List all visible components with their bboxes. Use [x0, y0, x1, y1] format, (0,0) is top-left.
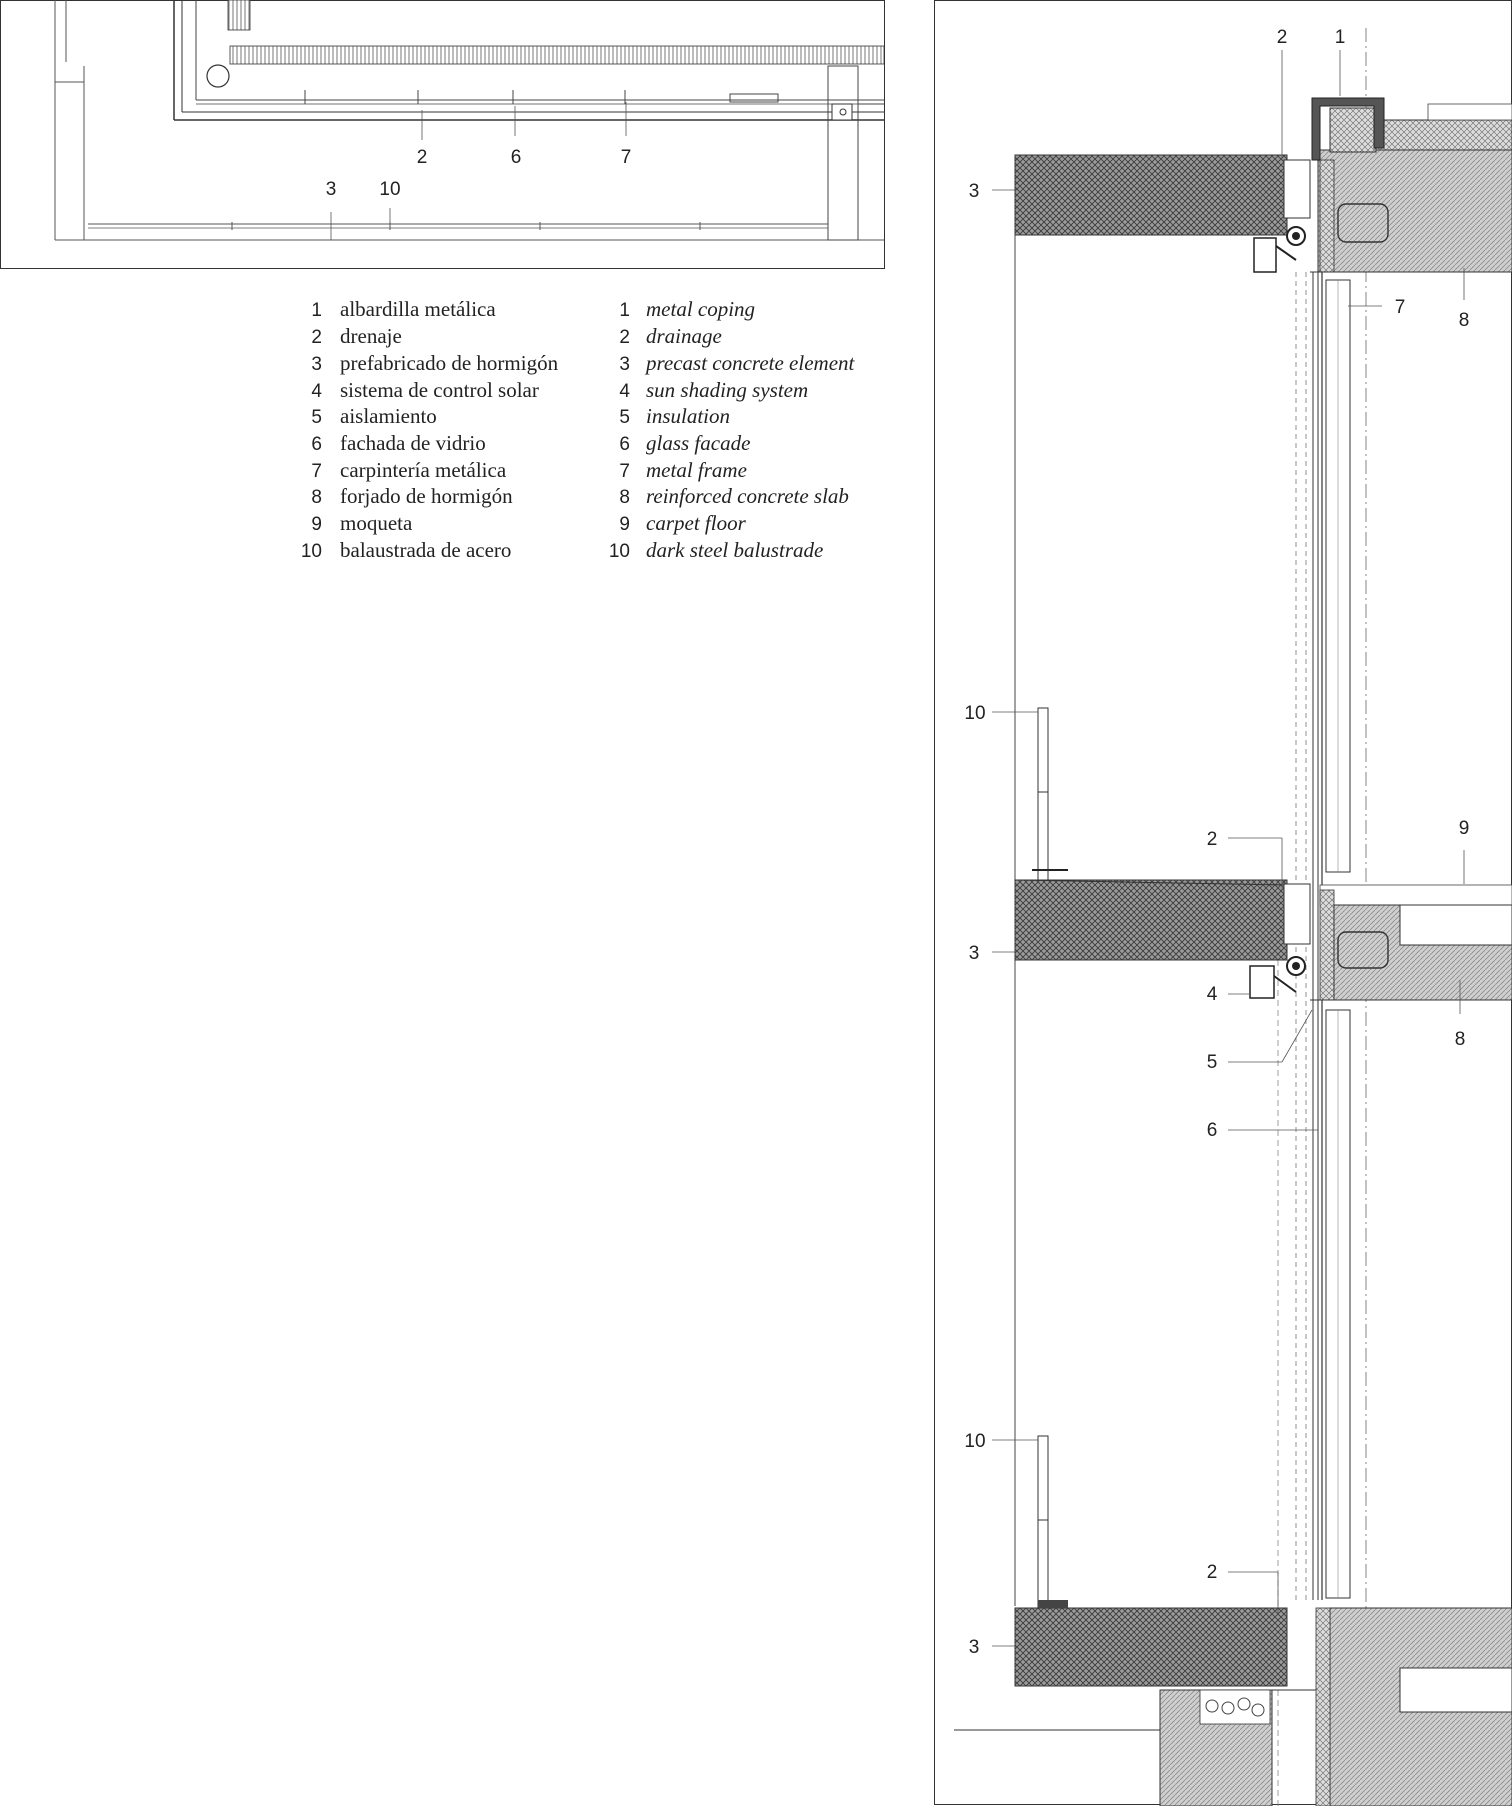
legend-es-text: prefabricado de hormigón	[340, 351, 559, 375]
section-callout-6: 6	[1206, 1120, 1218, 1141]
legend-es-text: albardilla metálica	[340, 297, 496, 321]
legend-en-text: metal frame	[646, 458, 747, 482]
section-callout-2: 2	[1276, 27, 1288, 48]
legend-en-num: 3	[619, 354, 630, 375]
legend-en-text: precast concrete element	[646, 351, 855, 375]
section-callout-3: 3	[968, 181, 980, 202]
legend-en-num: 1	[619, 300, 630, 321]
legend-en-text: drainage	[646, 324, 722, 348]
plan-detail	[1, 0, 885, 269]
legend-spanish	[301, 297, 559, 562]
lower-floor	[954, 1436, 1512, 1806]
legend-es-num: 10	[300, 541, 322, 562]
section-callout-3: 3	[968, 943, 980, 964]
leader-lines	[992, 50, 1464, 1646]
legend-en-text: reinforced concrete slab	[646, 484, 849, 508]
legend-es-text: aislamiento	[340, 404, 437, 428]
legend-en-num: 6	[619, 434, 630, 455]
legend-es-num: 9	[311, 514, 322, 535]
legend-es-num: 1	[311, 300, 322, 321]
legend-en-text: glass facade	[646, 431, 751, 455]
legend-en-text: carpet floor	[646, 511, 746, 535]
legend-es-text: sistema de control solar	[340, 378, 539, 402]
legend-es-num: 5	[311, 407, 322, 428]
middle-floor	[1015, 708, 1512, 1000]
plan-callout-10: 10	[379, 179, 401, 200]
section-callout-10: 10	[964, 1431, 986, 1452]
legend-es-num: 3	[311, 354, 322, 375]
section-callout-2: 2	[1206, 829, 1218, 850]
legend-en-num: 8	[619, 487, 630, 508]
section-callout-1: 1	[1334, 27, 1346, 48]
section-callout-2: 2	[1206, 1562, 1218, 1583]
section-detail	[935, 1, 1512, 1806]
legend-en-num: 7	[619, 461, 630, 482]
legend-en-text: insulation	[646, 404, 731, 428]
legend-es-num: 6	[311, 434, 322, 455]
section-callout-7: 7	[1394, 297, 1406, 318]
legend-es-text: forjado de hormigón	[340, 484, 513, 508]
plan-callout-3: 3	[325, 179, 337, 200]
legend-es-text: drenaje	[340, 324, 402, 348]
legend-en-text: dark steel balustrade	[646, 538, 824, 562]
legend-es-num: 2	[311, 327, 322, 348]
section-callout-8: 8	[1458, 310, 1470, 331]
legend-es-num: 7	[311, 461, 322, 482]
legend-en-num: 4	[619, 381, 630, 402]
legend-en-text: metal coping	[646, 297, 756, 321]
plan-callout-6: 6	[510, 147, 522, 168]
section-callout-3: 3	[968, 1637, 980, 1658]
legend-en-num: 9	[619, 514, 630, 535]
legend-en-num: 5	[619, 407, 630, 428]
legend-en-num: 10	[608, 541, 630, 562]
roof-assembly	[1015, 98, 1512, 272]
plan-callout-7: 7	[620, 147, 632, 168]
section-callout-8: 8	[1454, 1029, 1466, 1050]
plan-callout-2: 2	[416, 147, 428, 168]
legend-es-text: fachada de vidrio	[340, 431, 486, 455]
legend-es-text: carpintería metálica	[340, 458, 507, 482]
legend	[301, 297, 856, 562]
legend-en-num: 2	[619, 327, 630, 348]
section-callout-9: 9	[1458, 818, 1470, 839]
legend-en-text: sun shading system	[646, 378, 809, 402]
legend-es-text: moqueta	[340, 511, 413, 535]
section-callout-10: 10	[964, 703, 986, 724]
legend-english	[609, 297, 856, 562]
legend-es-num: 4	[311, 381, 322, 402]
section-callout-5: 5	[1206, 1052, 1218, 1073]
legend-es-num: 8	[311, 487, 322, 508]
legend-es-text: balaustrada de acero	[340, 538, 512, 562]
section-callout-4: 4	[1206, 984, 1218, 1005]
